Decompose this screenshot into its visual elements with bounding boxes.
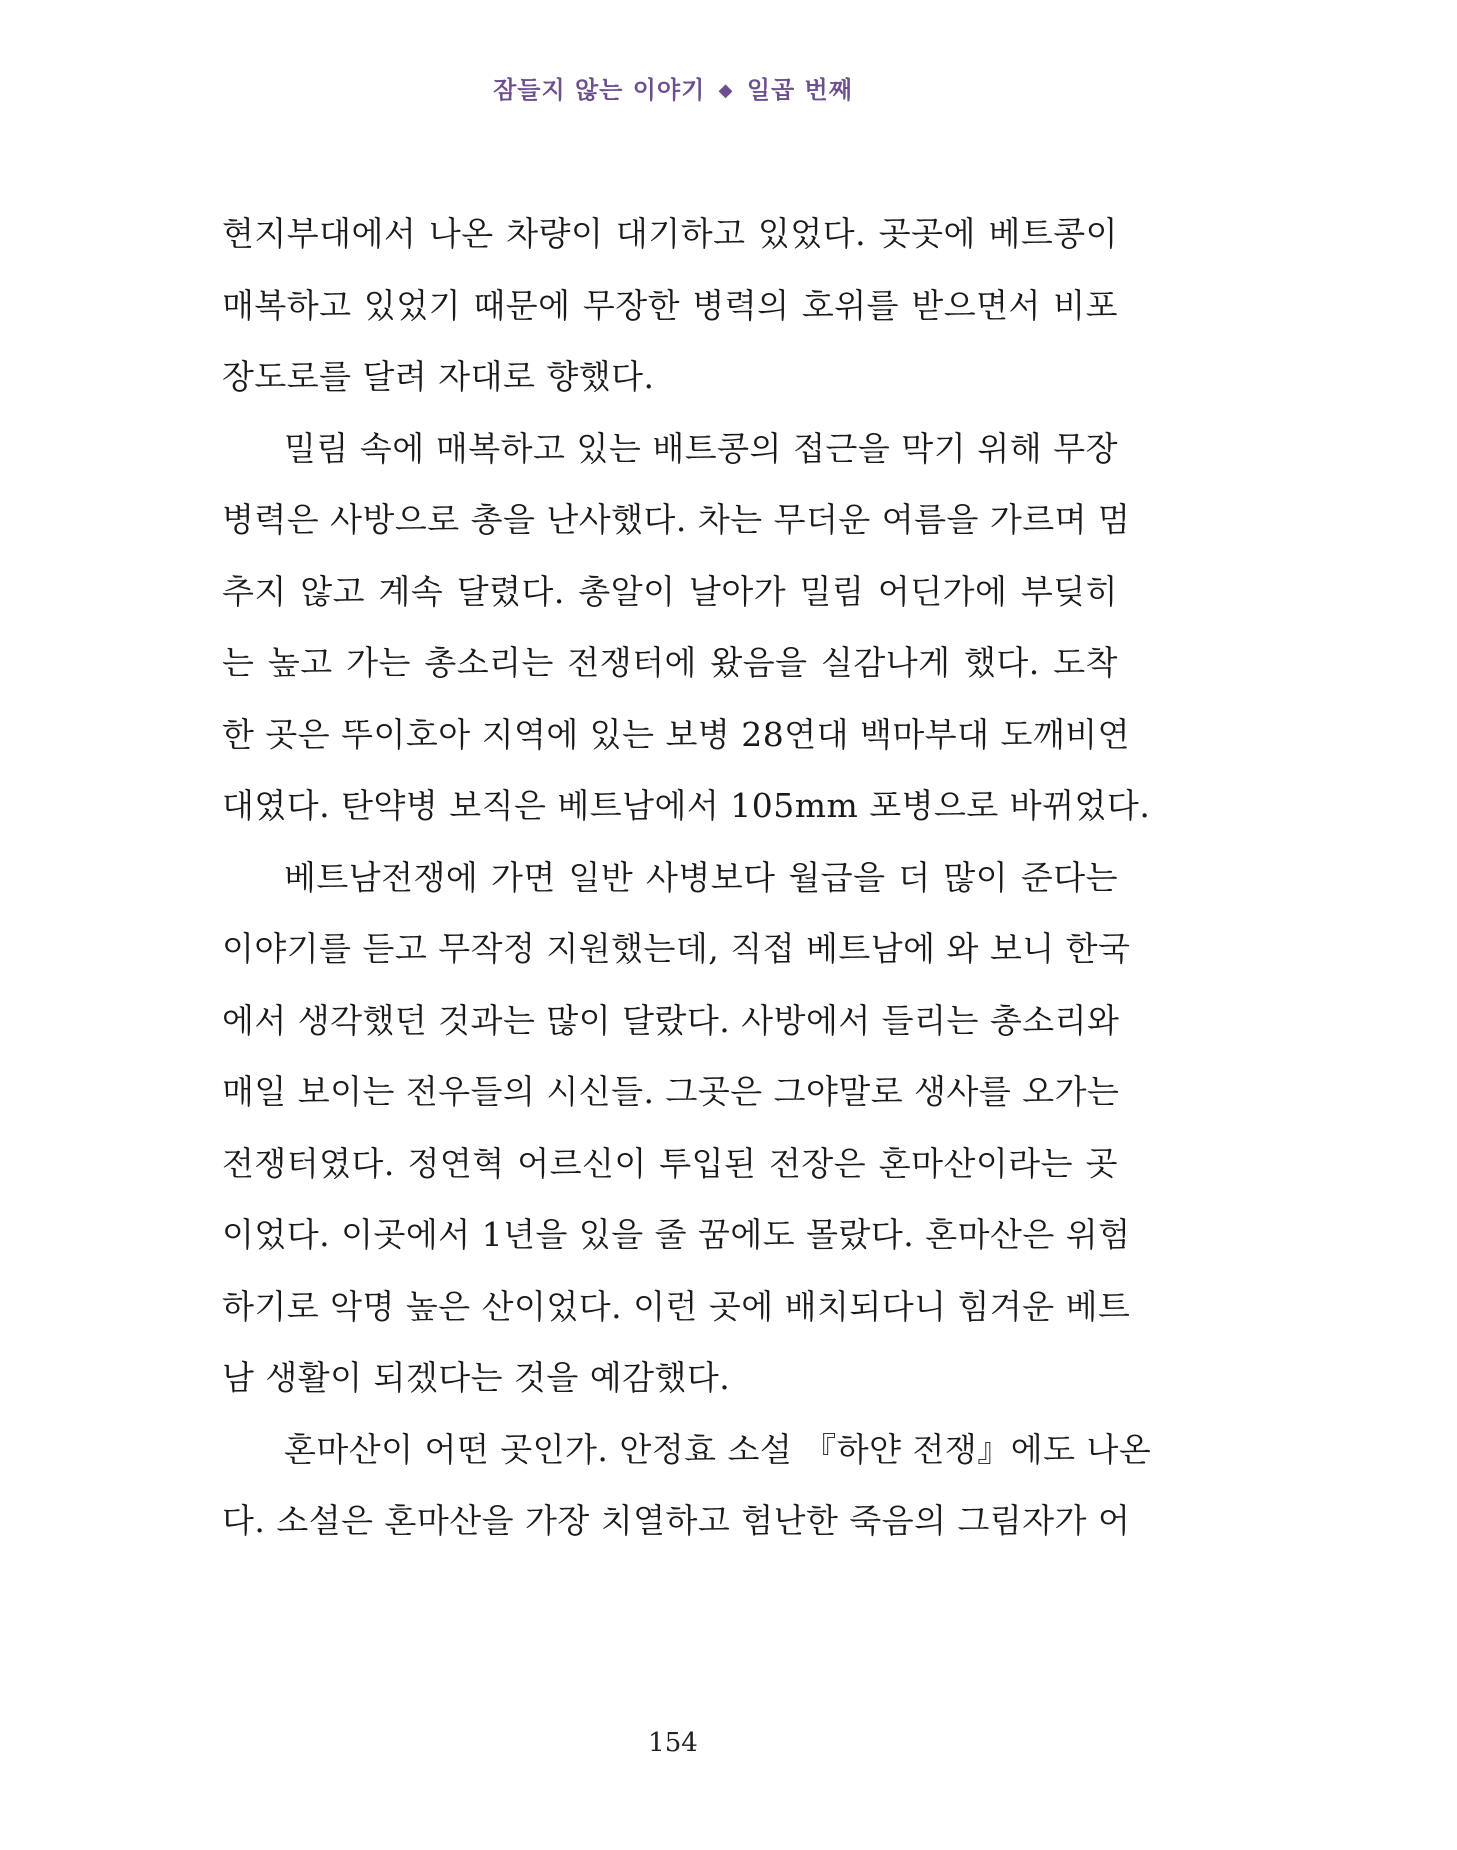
text-line: 대였다. 탄약병 보직은 베트남에서 105mm 포병으로 바뀌었다. [222, 786, 1151, 825]
text-line: 한 곳은 뚜이호아 지역에 있는 보병 28연대 백마부대 도깨비연 [222, 714, 1130, 754]
chapter-title: 일곱 번째 [746, 75, 853, 104]
text-line: 매일 보이는 전우들의 시신들. 그곳은 그야말로 생사를 오가는 [222, 1072, 1120, 1111]
running-header [0, 70, 1346, 105]
text-line: 밀림 속에 매복하고 있는 배트콩의 접근을 막기 위해 무장 [284, 428, 1118, 468]
text-line: 베트남전쟁에 가면 일반 사병보다 월급을 더 많이 준다는 [284, 857, 1118, 897]
text-line: 이었다. 이곳에서 1년을 있을 줄 꿈에도 몰랐다. 혼마산은 위험 [222, 1215, 1131, 1254]
text-line: 하기로 악명 높은 산이었다. 이런 곳에 배치되다니 힘겨운 베트 [222, 1286, 1131, 1326]
text-line: 장도로를 달려 자대로 향했다. [222, 357, 655, 396]
body-text [222, 198, 1152, 1557]
text-line: 는 높고 가는 총소리는 전쟁터에 왔음을 실감나게 했다. 도착 [222, 643, 1118, 682]
text-line: 전쟁터였다. 정연혁 어르신이 투입된 전장은 혼마산이라는 곳 [222, 1143, 1118, 1183]
text-line: 매복하고 있었기 때문에 무장한 병력의 호위를 받으면서 비포 [222, 285, 1118, 325]
diamond-separator-icon: ◆ [718, 80, 734, 101]
page-number: 154 [648, 1728, 698, 1758]
text-line: 다. 소설은 혼마산을 가장 치열하고 험난한 죽음의 그림자가 어 [222, 1501, 1131, 1540]
text-line: 에서 생각했던 것과는 많이 달랐다. 사방에서 들리는 총소리와 [222, 1000, 1120, 1040]
text-line: 현지부대에서 나온 차량이 대기하고 있었다. 곳곳에 베트콩이 [222, 214, 1118, 253]
book-title: 잠들지 않는 이야기 [493, 75, 706, 104]
text-line: 병력은 사방으로 총을 난사했다. 차는 무더운 여름을 가르며 멈 [222, 500, 1131, 539]
text-line: 추지 않고 계속 달렸다. 총알이 날아가 밀림 어딘가에 부딪히 [222, 571, 1118, 611]
text-line: 이야기를 듣고 무작정 지원했는데, 직접 베트남에 와 보니 한국 [222, 929, 1131, 968]
text-line: 남 생활이 되겠다는 것을 예감했다. [222, 1358, 731, 1397]
text-line: 혼마산이 어떤 곳인가. 안정효 소설 『하얀 전쟁』에도 나온 [284, 1429, 1152, 1469]
